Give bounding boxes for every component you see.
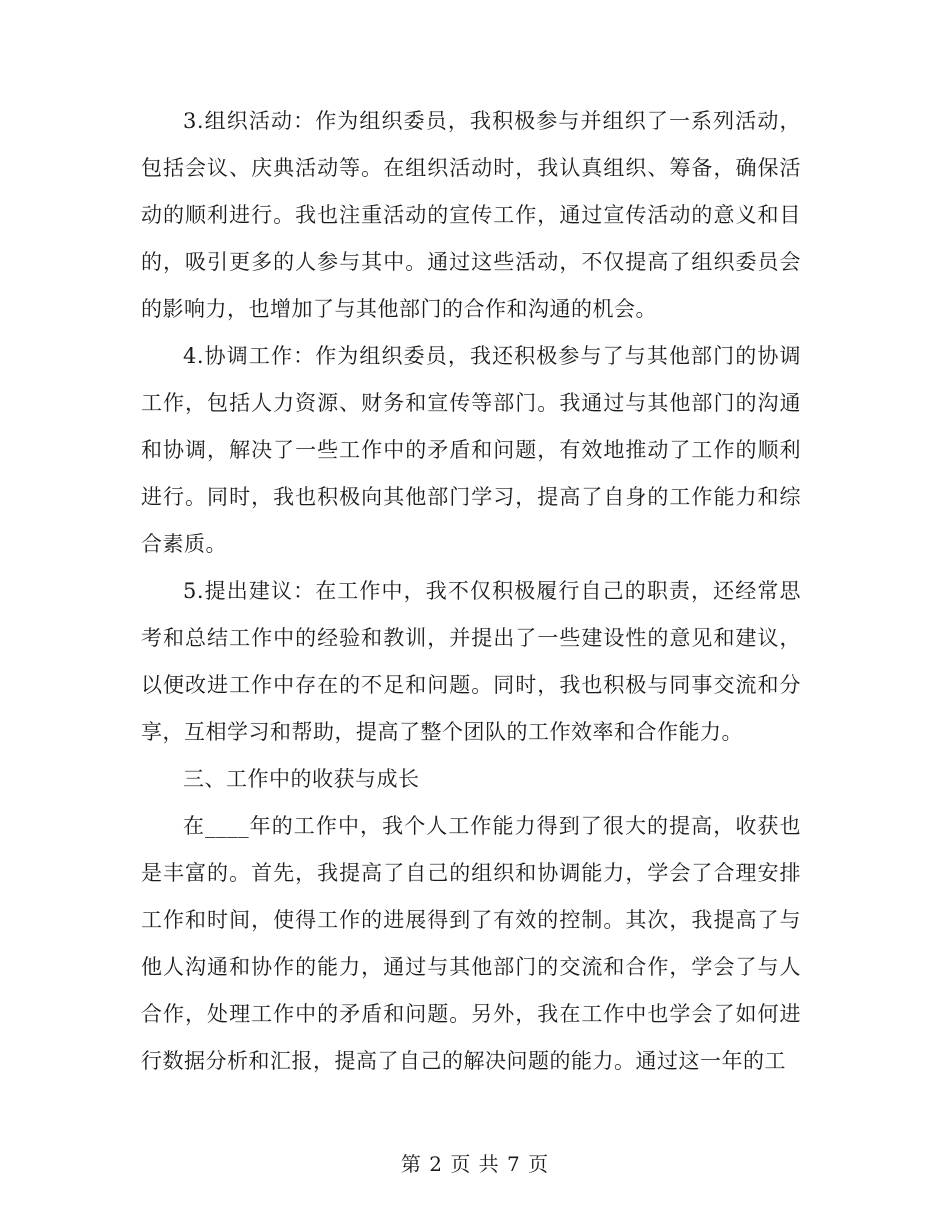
- document-body: [141, 98, 801, 1085]
- paragraph-make-suggestions: 5.提出建议：在工作中，我不仅积极履行自己的职责，还经常思考和总结工作中的经验和教训，并提出了一些建设性的意见和建议，以便改进工作中存在的不足和问题。同时，我也积极与同事交流和分享，互相学习和帮助，提高了整个团队的工作效率和合作能力。: [141, 579, 801, 744]
- section-heading-gains-growth: 三、工作中的收获与成长: [183, 767, 420, 791]
- page-number-footer: 第 2 页 共 7 页: [400, 1152, 550, 1176]
- paragraph-organize-activities: 3.组织活动：作为组织委员，我积极参与并组织了一系列活动，包括会议、庆典活动等。在组织活动时，我认真组织、筹备，确保活动的顺利进行。我也注重活动的宣传工作，通过宣传活动的意义和目的，吸引更多的人参与其中。通过这些活动，不仅提高了组织委员会的影响力，也增加了与其他部门的合作和沟通的机会。: [141, 109, 801, 321]
- paragraph-gains: 在____年的工作中，我个人工作能力得到了很大的提高，收获也是丰富的。首先，我提高了自己的组织和协调能力，学会了合理安排工作和时间，使得工作的进展得到了有效的控制。其次，我提高了与他人沟通和协作的能力，通过与其他部门的交流和合作，学会了与人合作，处理工作中的矛盾和问题。另外，我在工作中也学会了如何进行数据分析和汇报，提高了自己的解决问题的能力。通过这一年的工: [141, 814, 801, 1073]
- paragraph-coordinate-work: 4.协调工作：作为组织委员，我还积极参与了与其他部门的协调工作，包括人力资源、财务和宣传等部门。我通过与其他部门的沟通和协调，解决了一些工作中的矛盾和问题，有效地推动了工作的顺利进行。同时，我也积极向其他部门学习，提高了自身的工作能力和综合素质。: [141, 344, 801, 556]
